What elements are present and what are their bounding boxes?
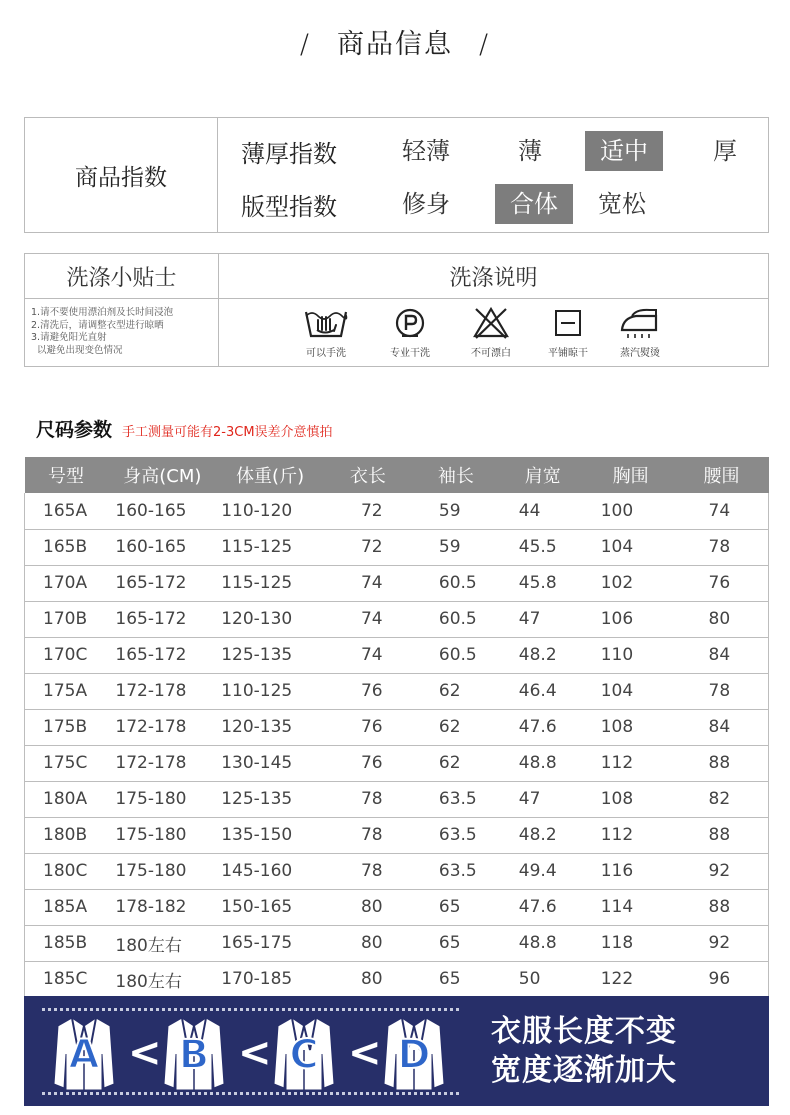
size-separator: <	[128, 1030, 162, 1076]
thickness-option-medium-selected: 适中	[585, 131, 663, 171]
size-cell: 170-185	[217, 961, 323, 997]
size-cell: 125-135	[217, 637, 323, 673]
size-cell: 122	[587, 961, 675, 997]
size-cell: 80	[675, 601, 769, 637]
size-separator: <	[348, 1030, 382, 1076]
size-cell: 165B	[25, 529, 108, 565]
title-slash-right: /	[479, 29, 491, 60]
size-cell: 175-180	[107, 853, 217, 889]
size-col-header: 衣长	[323, 457, 413, 493]
size-table-body	[25, 493, 769, 997]
size-cell: 59	[413, 493, 499, 529]
flat-dry-item	[533, 306, 603, 359]
size-cell: 59	[413, 529, 499, 565]
size-cell: 175C	[25, 745, 108, 781]
size-cell: 65	[413, 961, 499, 997]
size-table	[24, 457, 769, 998]
size-cell: 92	[675, 925, 769, 961]
size-table-row	[25, 709, 769, 745]
size-cell: 115-125	[217, 529, 323, 565]
wash-tip: 以避免出现变色情况	[31, 344, 123, 356]
size-cell: 165-172	[107, 601, 217, 637]
size-cell: 170C	[25, 637, 108, 673]
dry-clean-caption: 专业干洗	[390, 348, 430, 359]
size-section-heading	[36, 415, 333, 442]
size-table-row	[25, 925, 769, 961]
size-col-header: 袖长	[413, 457, 499, 493]
size-cell: 74	[675, 493, 769, 529]
size-cell: 78	[675, 673, 769, 709]
size-cell: 88	[675, 889, 769, 925]
size-cell: 96	[675, 961, 769, 997]
size-col-header: 体重(斤)	[217, 457, 323, 493]
size-cell: 120-135	[217, 709, 323, 745]
size-cell: 72	[323, 529, 413, 565]
size-col-header: 胸围	[587, 457, 675, 493]
size-table-row	[25, 529, 769, 565]
size-cell: 78	[323, 853, 413, 889]
wash-tip: 3.请避免阳光直射	[31, 332, 107, 343]
size-cell: 47	[499, 781, 587, 817]
size-cell: 88	[675, 745, 769, 781]
thickness-index-label: 薄厚指数	[241, 139, 337, 168]
size-cell: 60.5	[413, 637, 499, 673]
hand-wash-item	[291, 306, 361, 359]
size-cell: 175A	[25, 673, 108, 709]
banner-tagline-line2: 宽度逐渐加大	[491, 1053, 677, 1088]
size-cell: 80	[323, 925, 413, 961]
flat-dry-icon	[551, 306, 585, 340]
size-cell: 118	[587, 925, 675, 961]
size-cell: 112	[587, 817, 675, 853]
size-cell: 165-172	[107, 637, 217, 673]
size-cell: 180A	[25, 781, 108, 817]
steam-iron-icon	[618, 306, 662, 340]
thickness-option-thin: 薄	[518, 137, 542, 165]
size-cell: 62	[413, 709, 499, 745]
thickness-index-row	[241, 131, 737, 171]
size-cell: 175-180	[107, 781, 217, 817]
size-cell: 172-178	[107, 673, 217, 709]
size-cell: 170B	[25, 601, 108, 637]
banner-tagline-line1: 衣服长度不变	[491, 1014, 677, 1049]
size-cell: 185A	[25, 889, 108, 925]
size-cell: 60.5	[413, 601, 499, 637]
size-table-row	[25, 853, 769, 889]
size-cell: 48.2	[499, 817, 587, 853]
size-cell: 102	[587, 565, 675, 601]
size-col-header: 腰围	[675, 457, 769, 493]
size-letter-c: C	[289, 1032, 319, 1078]
size-cell: 160-165	[107, 493, 217, 529]
size-cell: 125-135	[217, 781, 323, 817]
size-cell: 165-175	[217, 925, 323, 961]
size-cell: 115-125	[217, 565, 323, 601]
jacket-b	[162, 1014, 226, 1096]
fit-option-regular-selected: 合体	[495, 184, 573, 224]
banner-dotted-line-top	[42, 1008, 459, 1011]
size-cell: 185B	[25, 925, 108, 961]
size-table-row	[25, 565, 769, 601]
size-cell: 76	[323, 673, 413, 709]
size-cell: 63.5	[413, 817, 499, 853]
flat-dry-caption: 平铺晾干	[548, 348, 588, 359]
size-cell: 74	[323, 565, 413, 601]
size-cell: 180C	[25, 853, 108, 889]
size-cell: 76	[323, 745, 413, 781]
size-cell: 106	[587, 601, 675, 637]
size-col-header: 号型	[25, 457, 108, 493]
size-cell: 48.2	[499, 637, 587, 673]
thickness-option-thick: 厚	[713, 137, 737, 165]
size-cell: 175-180	[107, 817, 217, 853]
size-cell: 80	[323, 889, 413, 925]
size-table-row	[25, 889, 769, 925]
size-cell: 130-145	[217, 745, 323, 781]
size-cell: 172-178	[107, 745, 217, 781]
size-cell: 185C	[25, 961, 108, 997]
fit-option-loose: 宽松	[598, 190, 646, 218]
size-cell: 65	[413, 925, 499, 961]
size-cell: 78	[323, 781, 413, 817]
product-index-label: 商品指数	[25, 118, 218, 232]
size-cell: 48.8	[499, 925, 587, 961]
size-cell: 110-120	[217, 493, 323, 529]
wash-tip: 2.清洗后，请调整衣型进行晾晒	[31, 319, 164, 331]
size-cell: 108	[587, 781, 675, 817]
size-separator: <	[238, 1030, 272, 1076]
wash-tip: 1.请不要使用漂泊剂及长时间浸泡	[31, 307, 174, 318]
size-cell: 112	[587, 745, 675, 781]
product-index-panel	[24, 117, 769, 233]
size-cell: 65	[413, 889, 499, 925]
dry-clean-icon	[393, 306, 427, 340]
size-cell: 150-165	[217, 889, 323, 925]
size-col-header: 身高(CM)	[107, 457, 217, 493]
size-table-row	[25, 493, 769, 529]
size-cell: 92	[675, 853, 769, 889]
wash-tips-list	[31, 307, 173, 357]
dry-clean-item	[375, 306, 445, 359]
size-cell: 50	[499, 961, 587, 997]
size-cell: 63.5	[413, 781, 499, 817]
size-cell: 120-130	[217, 601, 323, 637]
size-cell: 60.5	[413, 565, 499, 601]
hand-wash-icon	[303, 306, 349, 340]
size-cell: 46.4	[499, 673, 587, 709]
size-table-row	[25, 673, 769, 709]
section-title-text: 商品信息	[337, 29, 453, 60]
size-cell: 47.6	[499, 889, 587, 925]
size-cell: 76	[675, 565, 769, 601]
size-cell: 82	[675, 781, 769, 817]
no-bleach-icon	[472, 306, 510, 340]
banner-tagline	[491, 1012, 677, 1090]
size-cell: 100	[587, 493, 675, 529]
size-cell: 104	[587, 673, 675, 709]
size-letter-b: B	[178, 1032, 210, 1078]
thickness-option-light: 轻薄	[402, 137, 450, 165]
size-cell: 45.8	[499, 565, 587, 601]
size-cell: 84	[675, 709, 769, 745]
steam-iron-caption: 蒸汽熨烫	[620, 348, 660, 359]
size-letter-d: D	[397, 1032, 431, 1078]
fit-option-slim: 修身	[402, 190, 450, 218]
size-cell: 165A	[25, 493, 108, 529]
no-bleach-caption: 不可漂白	[471, 348, 511, 359]
size-col-header: 肩宽	[499, 457, 587, 493]
size-cell: 44	[499, 493, 587, 529]
size-cell: 74	[323, 637, 413, 673]
size-cell: 175B	[25, 709, 108, 745]
size-measure-note: 手工测量可能有2-3CM误差介意慎拍	[122, 425, 333, 440]
size-cell: 110	[587, 637, 675, 673]
size-cell: 84	[675, 637, 769, 673]
size-table-row	[25, 601, 769, 637]
size-cell: 76	[323, 709, 413, 745]
size-cell: 108	[587, 709, 675, 745]
section-title	[0, 22, 790, 61]
size-cell: 88	[675, 817, 769, 853]
jacket-d	[382, 1014, 446, 1096]
size-cell: 45.5	[499, 529, 587, 565]
size-table-row	[25, 781, 769, 817]
size-grade-banner	[24, 996, 769, 1106]
size-cell: 165-172	[107, 565, 217, 601]
size-cell: 72	[323, 493, 413, 529]
hand-wash-caption: 可以手洗	[306, 348, 346, 359]
jacket-a	[52, 1014, 116, 1096]
size-cell: 47	[499, 601, 587, 637]
size-cell: 170A	[25, 565, 108, 601]
size-cell: 104	[587, 529, 675, 565]
size-cell: 74	[323, 601, 413, 637]
size-cell: 180左右	[107, 925, 217, 961]
size-cell: 49.4	[499, 853, 587, 889]
size-cell: 135-150	[217, 817, 323, 853]
wash-panel	[24, 253, 769, 367]
jacket-c	[272, 1014, 336, 1096]
size-letter-a: A	[68, 1032, 100, 1078]
size-cell: 114	[587, 889, 675, 925]
size-cell: 78	[323, 817, 413, 853]
no-bleach-item	[456, 306, 526, 359]
fit-index-label: 版型指数	[241, 192, 337, 221]
size-cell: 180左右	[107, 961, 217, 997]
size-cell: 116	[587, 853, 675, 889]
size-section-title: 尺码参数	[36, 419, 113, 441]
size-table-row	[25, 637, 769, 673]
size-cell: 178-182	[107, 889, 217, 925]
size-cell: 63.5	[413, 853, 499, 889]
wash-instructions-header: 洗涤说明	[219, 254, 768, 299]
steam-iron-item	[605, 306, 675, 359]
size-table-header-row	[25, 457, 769, 493]
size-table-row	[25, 817, 769, 853]
size-cell: 180B	[25, 817, 108, 853]
wash-tips-header: 洗涤小贴士	[25, 254, 218, 299]
size-table-row	[25, 745, 769, 781]
size-cell: 172-178	[107, 709, 217, 745]
size-cell: 47.6	[499, 709, 587, 745]
size-cell: 78	[675, 529, 769, 565]
size-cell: 62	[413, 745, 499, 781]
size-table-row	[25, 961, 769, 997]
title-slash-left: /	[299, 29, 311, 60]
size-cell: 160-165	[107, 529, 217, 565]
size-cell: 62	[413, 673, 499, 709]
size-cell: 145-160	[217, 853, 323, 889]
size-cell: 110-125	[217, 673, 323, 709]
size-cell: 48.8	[499, 745, 587, 781]
fit-index-row	[241, 184, 646, 224]
size-cell: 80	[323, 961, 413, 997]
